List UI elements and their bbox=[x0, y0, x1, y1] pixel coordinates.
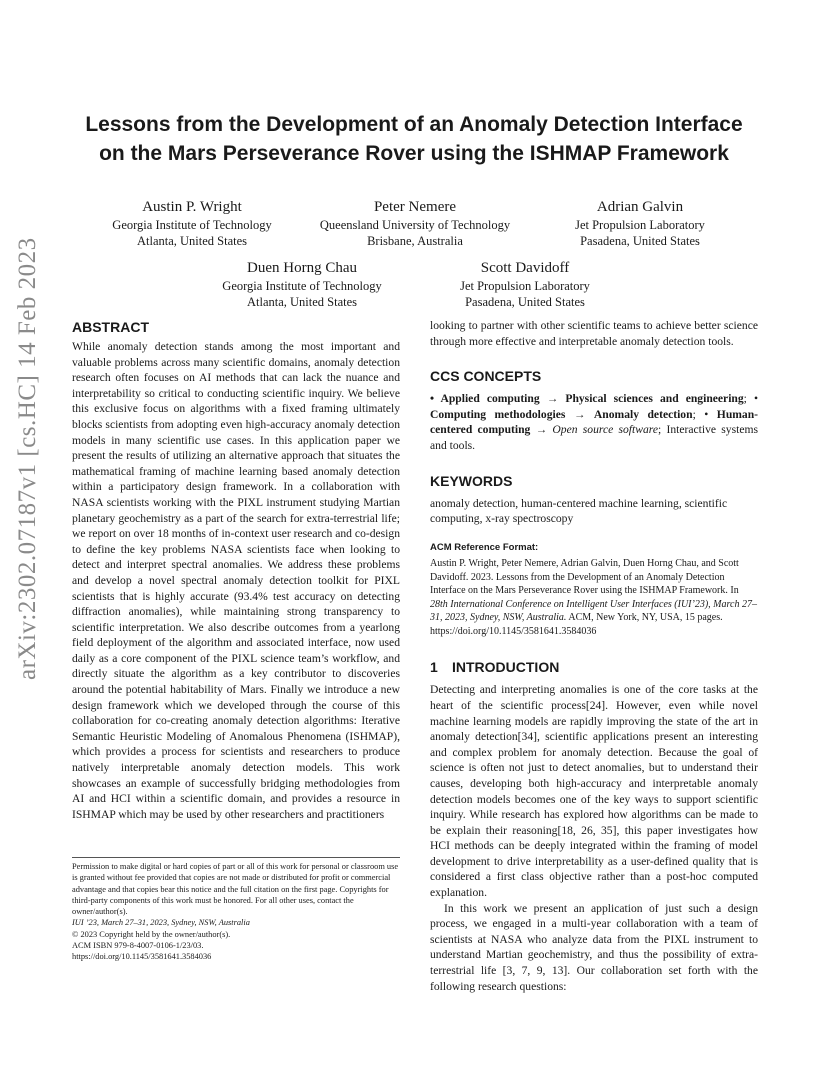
section-title: INTRODUCTION bbox=[452, 659, 560, 676]
doi-line: https://doi.org/10.1145/3581641.3584036 bbox=[72, 952, 212, 962]
author-location: Pasadena, United States bbox=[465, 295, 585, 309]
permission-footnote bbox=[72, 857, 400, 963]
arxiv-identifier: arXiv:2302.07187v1 [cs.HC] 14 Feb 2023 bbox=[14, 237, 41, 680]
abstract-text: While anomaly detection stands among the most important and valuable problems across many scientific domains, anomaly detection research often focuses on AI methods that can lack the nuance and interpretability so critical to conducting scientific inquiry. We believe this exclusive focus on algorithms with a fixed framing ultimately blocks scientists from adopting even high-accuracy anomaly detection models in many scientific use cases. In this application paper we present the results of utilizing an alternative approach that situates the mathematical framing of machine learning based anomaly detection within a participatory design framework. In a collaboration with NASA scientists working with the PIXL instrument studying Martian planetary geochemistry as a part of the search for extra-terrestrial life; we report on over 18 months of in-context user research and co-design to define the key problems NASA scientists face when looking to detect and interpret spectral anomalies. We address these problems and develop a novel spectral anomaly detection toolkit for PIXL scientists that is highly accurate (93.4% test accuracy on detecting diffraction anomalies), while maintaining strong transparency to scientific interpretation. We also describe outcomes from a yearlong field deployment of the algorithm and associated interface, now used daily as a core component of the PIXL science team’s workflow, and directly situate the algorithm as a key contributor to discoveries around the potential habitability of Mars. Finally we introduce a new design framework which we developed through the course of this collaboration for co-creating anomaly detection algorithms: Iterative Semantic Heuristic Modeling of Anomalous Phenomena (ISHMAP), which provides a process for scientists and researchers to produce natively interpretable anomaly detection models. This work showcases an example of successfully bridging methodologies from AI and HCI within a scientific domain, and provides a resource in ISHMAP which may be used by other researchers and practitioners bbox=[72, 340, 400, 821]
author-name: Peter Nemere bbox=[373, 199, 457, 215]
author-location: Atlanta, United States bbox=[246, 295, 358, 309]
permission-text: Permission to make digital or hard copies of part or all of this work for personal or classroom use is granted without fee provided that copies are not made or distributed for profit or commercial advantage and that copies bear this notice and the full citation on the first page. Copyrights for third-party components of this work must be honored. For all other uses, contact the owner/author(s). bbox=[72, 862, 399, 917]
ccs-item: Human-centered computing bbox=[430, 407, 759, 437]
ccs-item: Physical sciences and engineering bbox=[565, 392, 744, 406]
acm-ref-authors: Austin P. Wright, Peter Nemere, Adrian Galvin, Duen Horng Chau, and Scott Davidoff. 2023. Lessons from the Development of an Anomaly Detection Interface on the Mars Perseverance Rover using the ISHMAP Framework. In bbox=[430, 558, 739, 597]
ccs-arrow: → bbox=[530, 423, 553, 437]
ccs-separator: ; • bbox=[692, 407, 717, 421]
ccs-item: • Applied computing bbox=[430, 392, 540, 406]
acm-reference bbox=[430, 557, 758, 638]
ccs-heading: CCS CONCEPTS bbox=[430, 368, 542, 385]
intro-paragraph: In this work we present an application of just such a design process, we engaged in a multi-year collaboration with a team of scientists at NASA who analyze data from the PIXL instrument to understand Martian geochemistry, and thus the possibility of extra-terrestrial life [3, 7, 9, 13]. Our collaboration set forth with the following research questions: bbox=[430, 901, 758, 993]
acm-ref-heading: ACM Reference Format: bbox=[430, 541, 539, 553]
ccs-item: Anomaly detection bbox=[593, 407, 693, 421]
author-location: Atlanta, United States bbox=[136, 234, 248, 248]
ccs-tail: ; Interactive systems and tools. bbox=[430, 423, 758, 452]
ccs-item: Computing methodologies bbox=[430, 407, 566, 421]
author-name: Duen Horng Chau bbox=[247, 260, 357, 276]
author-affiliation: Queensland University of Technology bbox=[319, 218, 511, 232]
paper-title: Lessons from the Development of an Anomaly Detection Interface on the Mars Perseverance Rover using the ISHMAP Framework bbox=[85, 113, 743, 165]
right-column bbox=[430, 318, 758, 994]
ccs-item: Open source software bbox=[552, 423, 659, 437]
abstract-heading: ABSTRACT bbox=[72, 319, 149, 335]
ccs-arrow: → bbox=[565, 407, 594, 421]
author-name: Adrian Galvin bbox=[596, 199, 684, 215]
author-location: Pasadena, United States bbox=[580, 234, 700, 248]
author-block bbox=[440, 259, 610, 310]
author-block bbox=[555, 198, 725, 249]
intro-heading bbox=[430, 658, 758, 676]
ccs-separator: ; • bbox=[743, 392, 759, 406]
author-name: Scott Davidoff bbox=[480, 260, 570, 276]
author-affiliation: Georgia Institute of Technology bbox=[112, 218, 272, 232]
section-number: 1 bbox=[430, 659, 438, 676]
author-location: Brisbane, Australia bbox=[367, 234, 463, 248]
conference-line: IUI ’23, March 27–31, 2023, Sydney, NSW, Australia bbox=[72, 918, 250, 928]
author-name: Austin P. Wright bbox=[142, 199, 242, 215]
keywords-text: anomaly detection, human-centered machine learning, scientific computing, x-ray spectroscopy bbox=[430, 496, 728, 526]
author-block bbox=[310, 198, 520, 249]
acm-ref-tail: ACM, New York, NY, USA, 15 pages. https://doi.org/10.1145/3581641.3584036 bbox=[430, 612, 723, 637]
intro-paragraph: Detecting and interpreting anomalies is one of the core tasks at the heart of the scientific process[24]. However, even while novel machine learning models are rapidly improving the state of the art in anomaly detection[34], scientific applications present an interesting and complex problem for anomaly detection. Because the goal of science is often not just to detect anomalies, but to understand their causes, developing both high-accuracy and interpretable anomaly detection models becomes one of the key ways to support scientific inquiry. While research has explored how algorithms can be made to be explain their reasoning[18, 26, 35], this paper investigates how HCI methods can be deeply integrated within the framing of model development to drive interpretability as a user-defined quality that is considered a first class objective rather than a post-hoc computed explanation. bbox=[430, 683, 758, 900]
author-block bbox=[100, 198, 284, 249]
author-block bbox=[210, 259, 394, 310]
isbn-line: ACM ISBN 979-8-4007-0106-1/23/03. bbox=[72, 941, 204, 951]
author-affiliation: Jet Propulsion Laboratory bbox=[575, 218, 705, 232]
acm-ref-venue: 28th International Conference on Intelligent User Interfaces (IUI’23), March 27–31, 2023, Sydney, NSW, Australia. bbox=[430, 598, 757, 624]
keywords-heading: KEYWORDS bbox=[430, 472, 513, 489]
left-column bbox=[72, 318, 400, 822]
abstract-continued: looking to partner with other scientific teams to achieve better science through more effective and interpretable anomaly detection tools. bbox=[430, 319, 758, 348]
author-affiliation: Georgia Institute of Technology bbox=[222, 279, 382, 293]
ccs-concepts bbox=[430, 391, 758, 453]
ccs-arrow: → bbox=[539, 392, 566, 406]
author-affiliation: Jet Propulsion Laboratory bbox=[460, 279, 590, 293]
copyright-line: © 2023 Copyright held by the owner/author(s). bbox=[72, 929, 231, 939]
